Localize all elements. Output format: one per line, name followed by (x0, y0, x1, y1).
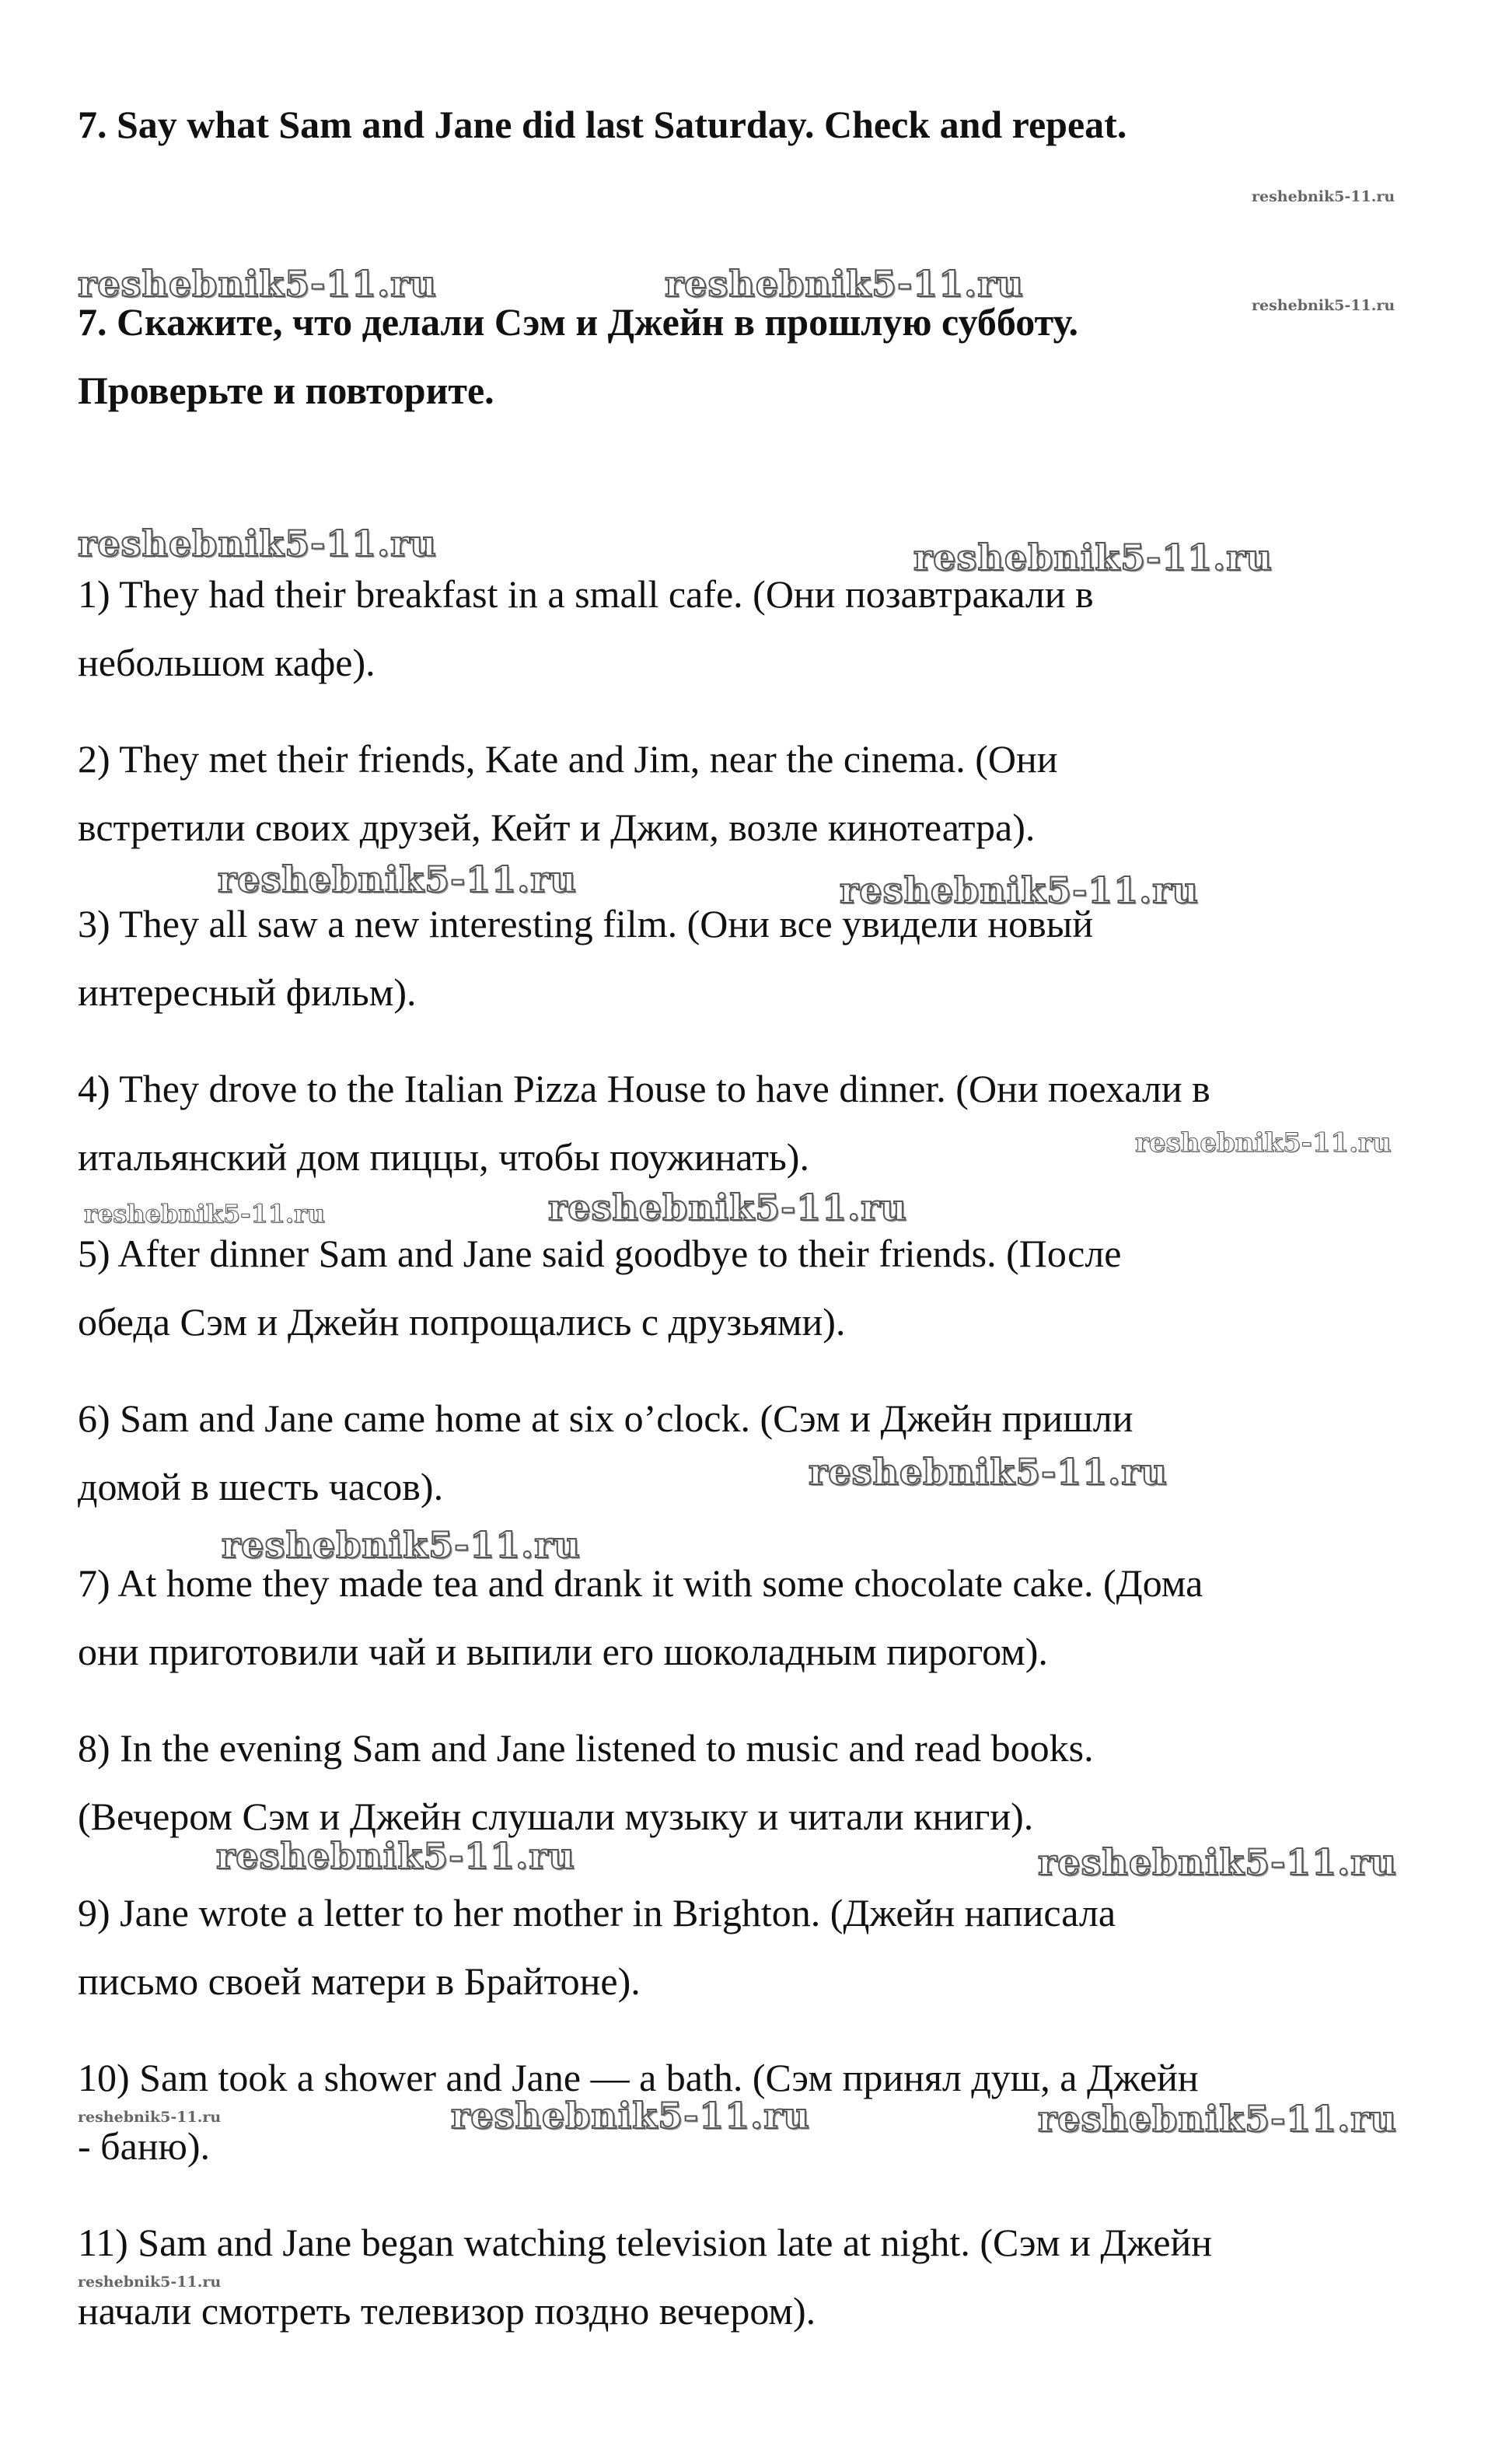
answer-line: 3) They all saw a new interesting film. (Они все увидели новый (78, 902, 1094, 945)
watermark: reshebnik5-11.ru (78, 2274, 222, 2291)
answer-item-3 (78, 889, 1446, 1026)
task-title: 7. Say what Sam and Jane did last Saturday. Check and repeat. (78, 103, 1127, 146)
watermark: reshebnik5-11.ru (84, 1199, 326, 1229)
answer-line: встретили своих друзей, Кейт и Джим, возле кинотеатра). (78, 806, 1036, 849)
answer-item-6 (78, 1384, 1446, 1521)
watermark: reshebnik5-11.ru (913, 536, 1273, 578)
answer-line: 11) Sam and Jane began watching television late at night. (Сэм и Джейн (78, 2221, 1213, 2264)
answer-line: итальянский дом пиццы, чтобы поужинать). (78, 1135, 809, 1179)
answer-line: 5) After dinner Sam and Jane said goodbye to their friends. (После (78, 1232, 1122, 1275)
answer-item-1 (78, 560, 1446, 697)
task-title-ru-line2: Проверьте и повторите. (78, 369, 494, 412)
answer-line: 4) They drove to the Italian Pizza House to have dinner. (Они поехали в (78, 1067, 1210, 1110)
watermark: reshebnik5-11.ru (218, 858, 577, 900)
watermark: reshebnik5-11.ru (451, 2095, 810, 2137)
answer-item-7 (78, 1549, 1446, 1686)
watermark: reshebnik5-11.ru (78, 2109, 222, 2126)
watermark: reshebnik5-11.ru (809, 1451, 1168, 1493)
watermark: reshebnik5-11.ru (840, 869, 1199, 911)
answer-line: 1) They had their breakfast in a small cafe. (Они позавтракали в (78, 572, 1094, 616)
answer-line: письмо своей матери в Брайтоне). (78, 1959, 641, 2003)
answer-line: 8) In the evening Sam and Jane listened to music and read books. (78, 1726, 1094, 1770)
answer-line: (Вечером Сэм и Джейн слушали музыку и читали книги). (78, 1795, 1034, 1838)
answer-item-4 (78, 1054, 1446, 1191)
watermark: reshebnik5-11.ru (1038, 2098, 1397, 2140)
answer-line: 9) Jane wrote a letter to her mother in Brighton. (Джейн написала (78, 1891, 1116, 1935)
watermark: reshebnik5-11.ru (1252, 297, 1395, 314)
task-title-ru-line1: 7. Скажите, что делали Сэм и Джейн в прошлую субботу. (78, 300, 1079, 344)
answer-line: обеда Сэм и Джейн попрощались с друзьями). (78, 1300, 846, 1344)
answer-item-11 (78, 2208, 1446, 2345)
answer-line: 7) At home they made tea and drank it with some chocolate cake. (Дома (78, 1561, 1203, 1605)
answer-item-10 (78, 2043, 1446, 2180)
watermark: reshebnik5-11.ru (78, 523, 437, 564)
answer-item-2 (78, 725, 1446, 862)
answer-line: начали смотреть телевизор поздно вечером). (78, 2289, 816, 2333)
task-title-ru (78, 288, 1446, 425)
answer-line: 2) They met their friends, Kate and Jim, near the cinema. (Они (78, 737, 1058, 781)
watermark: reshebnik5-11.ru (78, 263, 437, 305)
answer-line: 6) Sam and Jane came home at six o’clock. (Сэм и Джейн пришли (78, 1396, 1133, 1440)
answer-line: небольшом кафе). (78, 641, 375, 684)
watermark: reshebnik5-11.ru (222, 1524, 581, 1566)
answer-item-8 (78, 1714, 1446, 1851)
answer-item-9 (78, 1879, 1446, 2015)
answer-item-5 (78, 1219, 1446, 1356)
watermark: reshebnik5-11.ru (665, 263, 1024, 305)
watermark: reshebnik5-11.ru (1038, 1841, 1397, 1883)
watermark: reshebnik5-11.ru (216, 1835, 575, 1877)
answer-line: они приготовили чай и выпили его шоколадным пирогом). (78, 1630, 1048, 1673)
answer-line: домой в шесть часов). (78, 1465, 444, 1508)
answer-line: 10) Sam took a shower and Jane — a bath. (Сэм принял душ, а Джейн (78, 2056, 1199, 2099)
answer-line: интересный фильм). (78, 970, 417, 1014)
watermark: reshebnik5-11.ru (548, 1187, 907, 1229)
answer-line: - баню). (78, 2124, 211, 2168)
watermark: reshebnik5-11.ru (1135, 1127, 1392, 1159)
watermark: reshebnik5-11.ru (1252, 188, 1395, 205)
